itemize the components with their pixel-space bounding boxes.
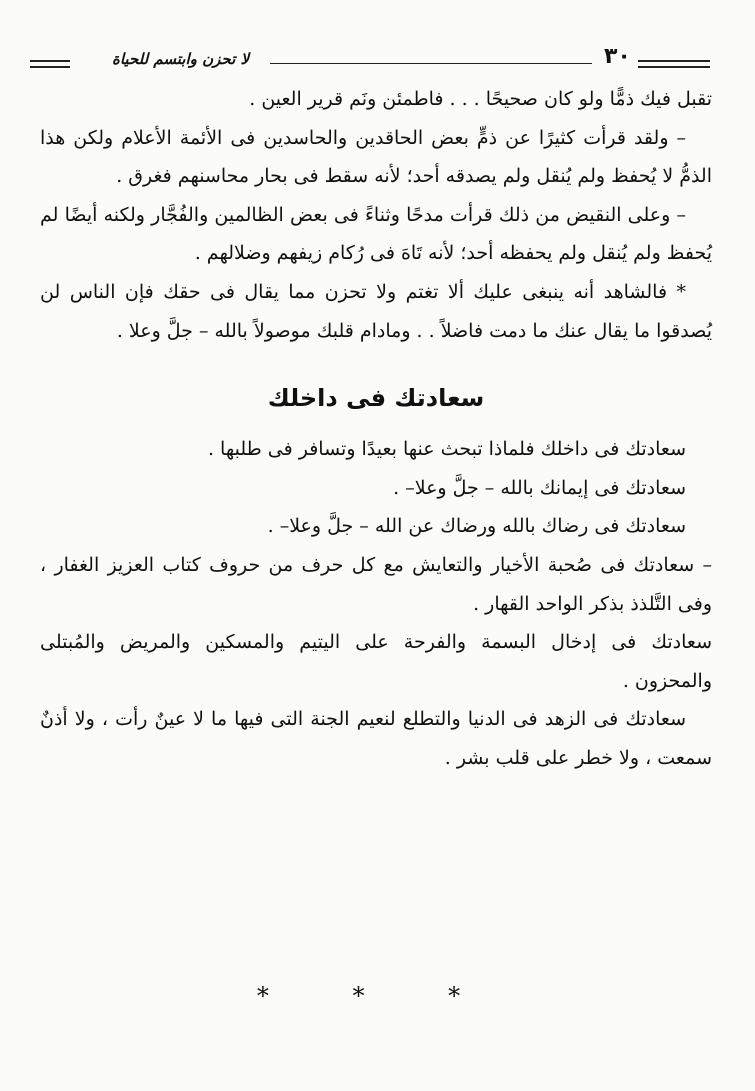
- running-title: لا تحزن وابتسم للحياة: [112, 50, 250, 68]
- section-end-stars: * * *: [256, 982, 499, 1010]
- paragraph: سعادتك فى إدخال البسمة والفرحة على اليتيم والمسكين والمريض والمُبتلى والمحزون .: [40, 631, 712, 692]
- paragraph: سعادتك فى إيمانك بالله – جلَّ وعلا– .: [393, 476, 686, 499]
- paragraph: سعادتك فى الزهد فى الدنيا والتطلع لنعيم الجنة التى فيها ما لا عينٌ رأت ، ولا أذنٌ سمعت ، ولا خطر على قلب بشر .: [40, 708, 712, 769]
- header-rule: [270, 63, 592, 64]
- paragraph: سعادتك فى داخلك فلماذا تبحث عنها بعيدًا وتسافر فى طلبها .: [207, 438, 686, 461]
- paragraph: – ولقد قرأت كثيرًا عن ذمٍّ بعض الحاقدين والحاسدين فى الأئمة الأعلام ولكن هذا الذمُّ لا يُحفظ ولم يُنقل ولم يصدقه أحد؛ لأنه سقط فى بحار محاسنهم فغرق .: [40, 126, 712, 188]
- paragraph: – وعلى النقيض من ذلك قرأت مدحًا وثناءً فى بعض الظالمين والفُجَّار ولكنه أيضًا لم يُحفظ ولم يُنقل ولم يحفظه أحد؛ لأنه تَاهَ فى رُكام زيفهم وضلالهم .: [40, 203, 712, 265]
- body-text: [40, 80, 712, 778]
- paragraph: تقبل فيك ذمًّا ولو كان صحيحًا . . . فاطمئن ونَم قرير العين .: [249, 88, 712, 110]
- running-header: [30, 44, 710, 80]
- paragraph: * فالشاهد أنه ينبغى عليك ألا تغتم ولا تحزن مما يقال فى حقك فإن الناس لن يُصدقوا ما يقال عنك ما دمت فاضلاً . . ومادام قلبك موصولاً بالله – جلَّ وعلا .: [40, 280, 712, 342]
- paragraph: – سعادتك فى صُحبة الأخيار والتعايش مع كل حرف من حروف كتاب العزيز الغفار ، وفى التَّلذذ بذكر الواحد القهار .: [40, 553, 712, 615]
- page-number: ٣٠: [604, 44, 631, 69]
- section-heading: سعادتك فى داخلك: [267, 384, 485, 413]
- header-double-rule-left: [30, 60, 70, 68]
- header-double-rule-right: [638, 60, 710, 68]
- paragraph: سعادتك فى رضاك بالله ورضاك عن الله – جلَّ وعلا– .: [267, 515, 686, 538]
